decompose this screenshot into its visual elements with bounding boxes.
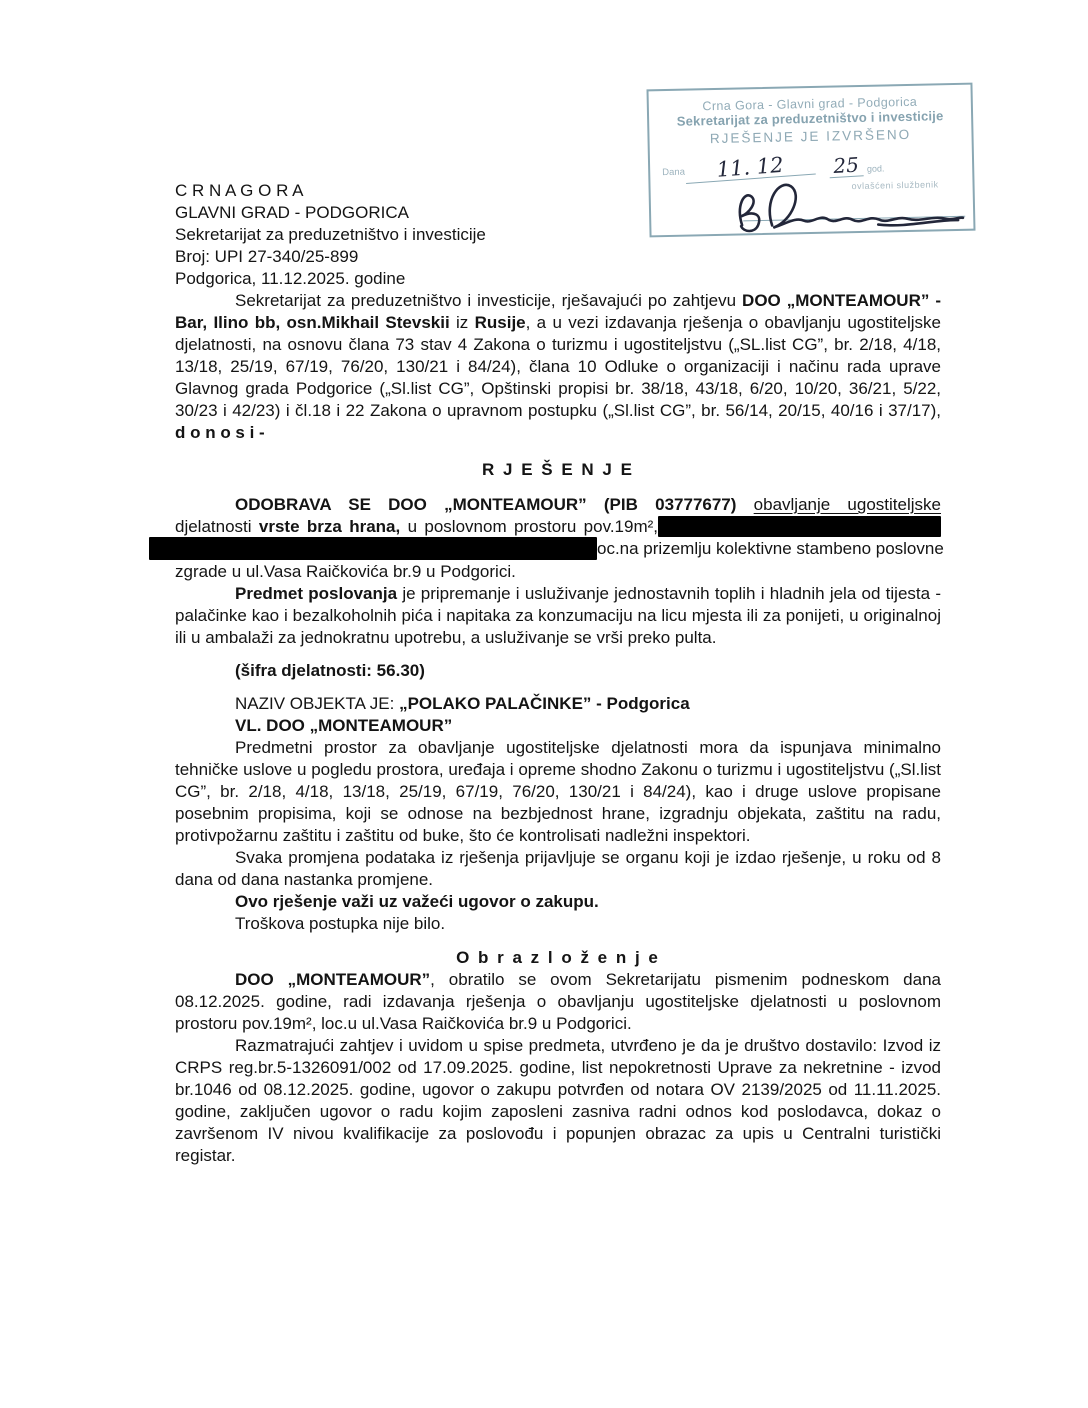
change-notice-paragraph: Svaka promjena podataka iz rješenja prijavljuje se organu koji je izdao rješenje, u roku od 8 dana od dana nastanka promjene. (175, 848, 941, 890)
object-name-line: NAZIV OBJEKTA JE: „POLAKO PALAČINKE” - Podgorica (235, 694, 690, 714)
explanation-heading: O b r a z l o ž e n j e (456, 948, 660, 968)
stamp-status-line: RJEŠENJE JE IZVRŠENO (709, 126, 912, 147)
costs-line: Troškova postupka nije bilo. (235, 914, 446, 934)
review-paragraph: Razmatrajući zahtjev i uvidom u spise predmeta, utvrđeno je da je društvo dostavilo: Izvod iz CRPS reg.br.5-1326091/002 od 17.09.2025. godine, list nepokretnosti Uprave za nekretnine - izvod br.1046 od 08.12.2025. godine, ugovor o zakupu potvrđen od notara OV 2139/2025 od 11.11.2025. godine, zaključen ugovor o radu kojim zaposleni zasniva radni odnos kod poslodavca, dokaz o završenom IV nivou kvalifikacije za poslovođu i popunjen obrazac za upis u Centralni turistički registar. (175, 1036, 941, 1166)
lease-validity-line: Ovo rješenje važi uz važeći ugovor o zakupu. (235, 892, 599, 912)
letterhead-department: Sekretarijat za preduzetništvo i investicije (175, 225, 486, 244)
stamp-handwritten-date: 11. 12 (684, 153, 815, 184)
approval-line: ODOBRAVA SE DOO „MONTEAMOUR” (PIB 03777677) obavljanje ugostiteljske (235, 495, 941, 514)
letterhead-city: GLAVNI GRAD - PODGORICA (175, 203, 409, 222)
stamp-handwritten-year: 25 (828, 155, 863, 178)
approval-line: zgrade u ul.Vasa Raičkovića br.9 u Podgorici. (175, 562, 516, 582)
resolution-heading: R J E Š E N J E (482, 460, 634, 479)
letterhead-country: C R N A G O R A (175, 181, 304, 200)
approval-line: oc.na prizemlju kolektivne stambeno poslovne (175, 538, 941, 561)
redaction-bar (658, 516, 941, 537)
business-subject-paragraph: Predmet poslovanja je pripremanje i usluživanje jednostavnih toplih i hladnih jela od tijesta - palačinke kao i bezalkoholnih pića i napitaka za konzumaciju na licu mjesta ili za ponijeti, u originalnoj ili u ambalaži za jednokratnu upotrebu, a usluživanje se vrši preko pulta. (175, 584, 941, 648)
activity-code-line: (šifra djelatnosti: 56.30) (235, 661, 425, 681)
approval-line: djelatnosti vrste brza hrana, u poslovnom prostoru pov.19m², (175, 516, 941, 538)
owner-line: VL. DOO „MONTEAMOUR” (235, 716, 453, 736)
stamp-officer-label: ovlašćeni službenik (851, 179, 939, 192)
letterhead-place-date: Podgorica, 11.12.2025. godine (175, 269, 406, 288)
approval-paragraph (175, 494, 944, 583)
premises-paragraph: Predmetni prostor za obavljanje ugostiteljske djelatnosti mora da ispunjava minimalno tehničke uslove u pogledu prostora, uređaja i opreme shodno Zakonu o turizmu i ugostiteljstvu („Sl.list CG”, br. 2/18, 4/18, 13/18, 25/19, 67/19, 76/20, 130/21 i 84/24), kao i druge uslove propisane posebnim propisima, koji se odnose na bezbjednost hrane, izgradnju objekata, zaštitu na radu, protivpožarnu zaštitu i zaštitu od buke, što će kontrolisati nadležni inspektori. (175, 738, 941, 846)
intro-paragraph: Sekretarijat za preduzetništvo i investicije, rješavajući po zahtjevu DOO „MONTEAMOUR” - Bar, Ilino bb, osn.Mikhail Stevskii iz Rusije, a u vezi izdavanja rješenja o obavljanju ugostiteljske djelatnosti, na osnovu člana 73 stav 4 Zakona o turizmu i ugostiteljstvu („SL.list CG”, br. 2/18, 4/18, 13/18, 25/19, 67/19, 76/20, 130/21 i 84/24), člana 10 Odluke o organizaciji i načinu rada uprave Glavnog grada Podgorice („Sl.list CG”, Opštinski propisi br. 38/18, 43/18, 6/20, 10/20, 36/21, 5/22, 30/23 i 42/23) i čl.18 i 22 Zakona o upravnom postupku („Sl.list CG”, br. 56/14, 20/15, 40/16 i 37/17), d o n o s i - (175, 291, 941, 442)
redaction-bar (149, 537, 597, 560)
request-paragraph: DOO „MONTEAMOUR”, obratilo se ovom Sekretarijatu pismenim podneskom dana 08.12.2025. godine, radi izdavanja rješenja o obavljanju ugostiteljske djelatnosti u poslovnom prostoru pov.19m², loc.u ul.Vasa Raičkovića br.9 u Podgorici. (175, 970, 941, 1034)
stamp-org-line2: Sekretarijat za preduzetništvo i investicije (676, 108, 944, 129)
stamp-org-line1: Crna Gora - Glavni grad - Podgorica (702, 94, 918, 114)
letterhead-case-number: Broj: UPI 27-340/25-899 (175, 247, 359, 266)
stamp-date-label: Dana (662, 166, 686, 179)
stamp-year-suffix: god. (866, 163, 885, 174)
letterhead (175, 180, 941, 290)
document-body (175, 180, 944, 1167)
object-name-block (175, 693, 941, 737)
